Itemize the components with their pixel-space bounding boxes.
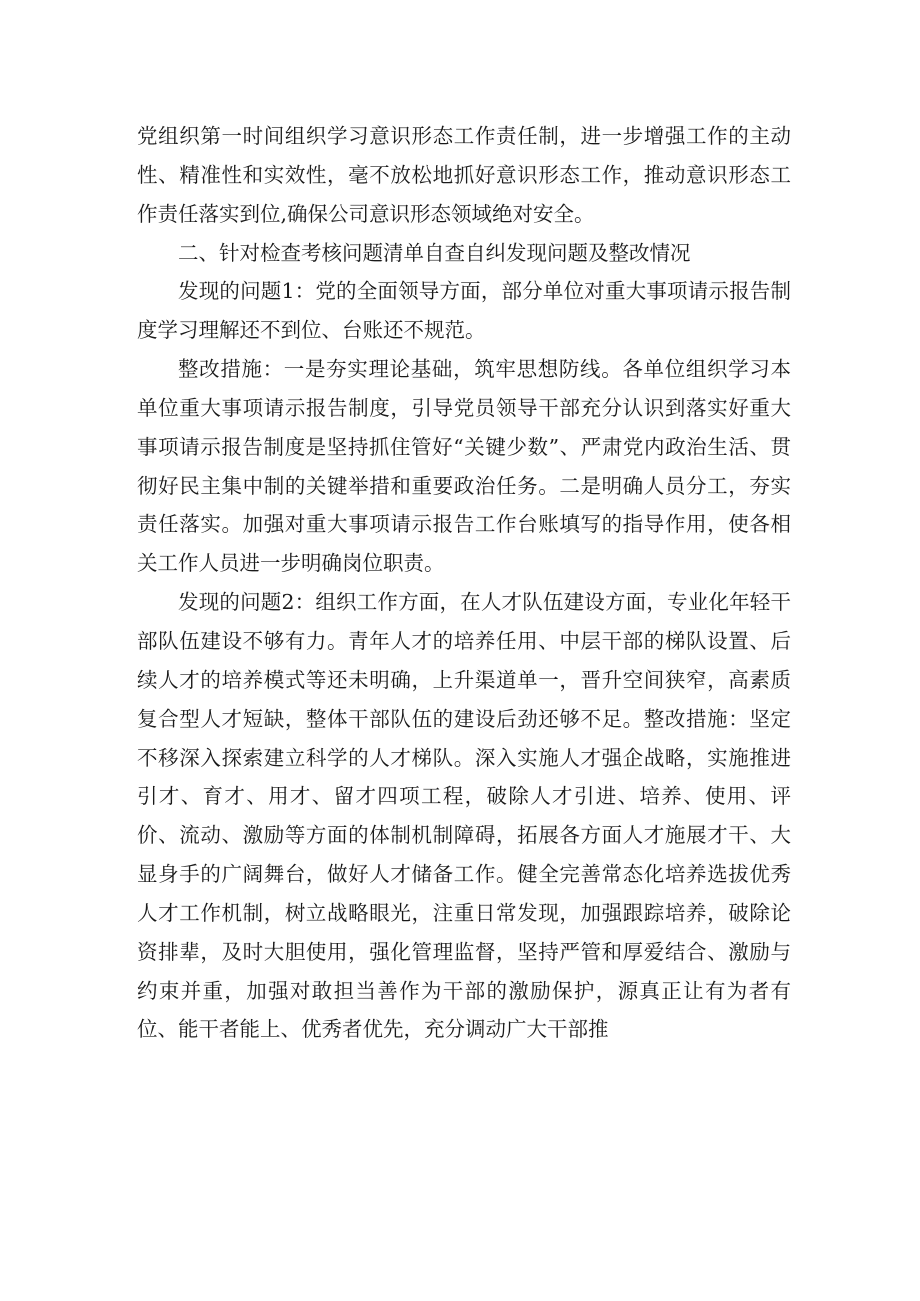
paragraph-measures-1: 整改措施：一是夯实理论基础，筑牢思想防线。各单位组织学习本单位重大事项请示报告制度，引导党员领导干部充分认识到落实好重大事项请示报告制度是坚持抓住管好“关键少数”、严肃党内政治生活、贯彻好民主集中制的关键举措和重要政治任务。二是明确人员分工，夯实责任落实。加强对重大事项请示报告工作台账填写的指导作用，使各相关工作人员进一步明确岗位职责。 (137, 357, 791, 576)
paragraph-issue-1: 发现的问题1：党的全面领导方面，部分单位对重大事项请示报告制度学习理解还不到位、台账还不规范。 (137, 279, 791, 343)
paragraph-continuation: 党组织第一时间组织学习意识形态工作责任制，进一步增强工作的主动性、精准性和实效性，毫不放松地抓好意识形态工作，推动意识形态工作责任落实到位,确保公司意识形态领域绝对安全。 (137, 124, 791, 226)
document-body (137, 117, 791, 1049)
paragraph-issue-2: 发现的问题2：组织工作方面，在人才队伍建设方面，专业化年轻干部队伍建设不够有力。青年人才的培养任用、中层干部的梯队设置、后续人才的培养模式等还未明确，上升渠道单一，晋升空间狭窄，高素质复合型人才短缺，整体干部队伍的建设后劲还够不足。整改措施：坚定不移深入探索建立科学的人才梯队。深入实施人才强企战略，实施推进引才、育才、用才、留才四项工程，破除人才引进、培养、使用、评价、流动、激励等方面的体制机制障碍，拓展各方面人才施展才干、大显身手的广阔舞台，做好人才储备工作。健全完善常态化培养选拔优秀人才工作机制，树立战略眼光，注重日常发现，加强跟踪培养，破除论资排辈，及时大胆使用，强化管理监督，坚持严管和厚爱结合、激励与约束并重，加强对敢担当善作为干部的激励保护，源真正让有为者有位、能干者能上、优秀者优先，充分调动广大干部推 (137, 590, 791, 1042)
section-heading: 二、针对检查考核问题清单自查自纠发现问题及整改情况 (178, 240, 691, 265)
